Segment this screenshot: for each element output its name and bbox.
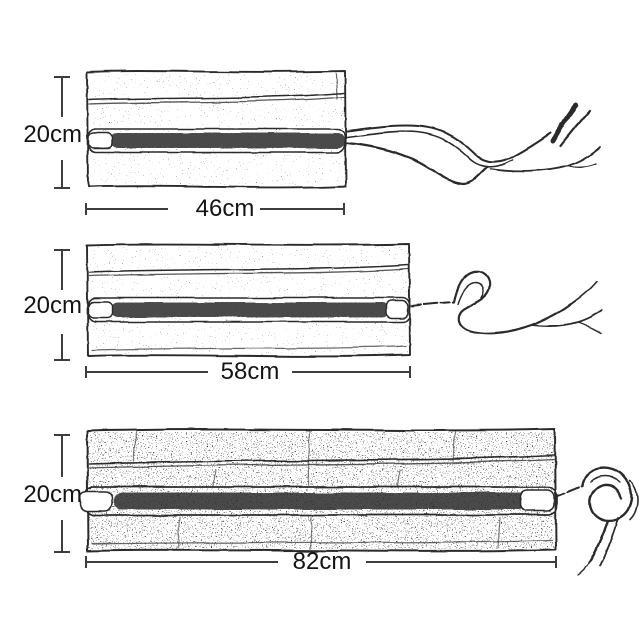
width-dimension-label-large: 82cm bbox=[292, 548, 352, 575]
width-dimension-label-small: 46cm bbox=[195, 195, 255, 222]
height-dimension-label-large: 20cm bbox=[23, 481, 82, 508]
tie-string-drawing-large bbox=[557, 468, 638, 575]
tie-string-drawing-medium bbox=[412, 272, 602, 333]
width-dimension-label-medium: 58cm bbox=[220, 358, 280, 385]
height-dimension-label-small: 20cm bbox=[23, 121, 82, 148]
tie-string-drawing-small bbox=[347, 105, 600, 184]
height-dimension-label-medium: 20cm bbox=[23, 292, 82, 319]
